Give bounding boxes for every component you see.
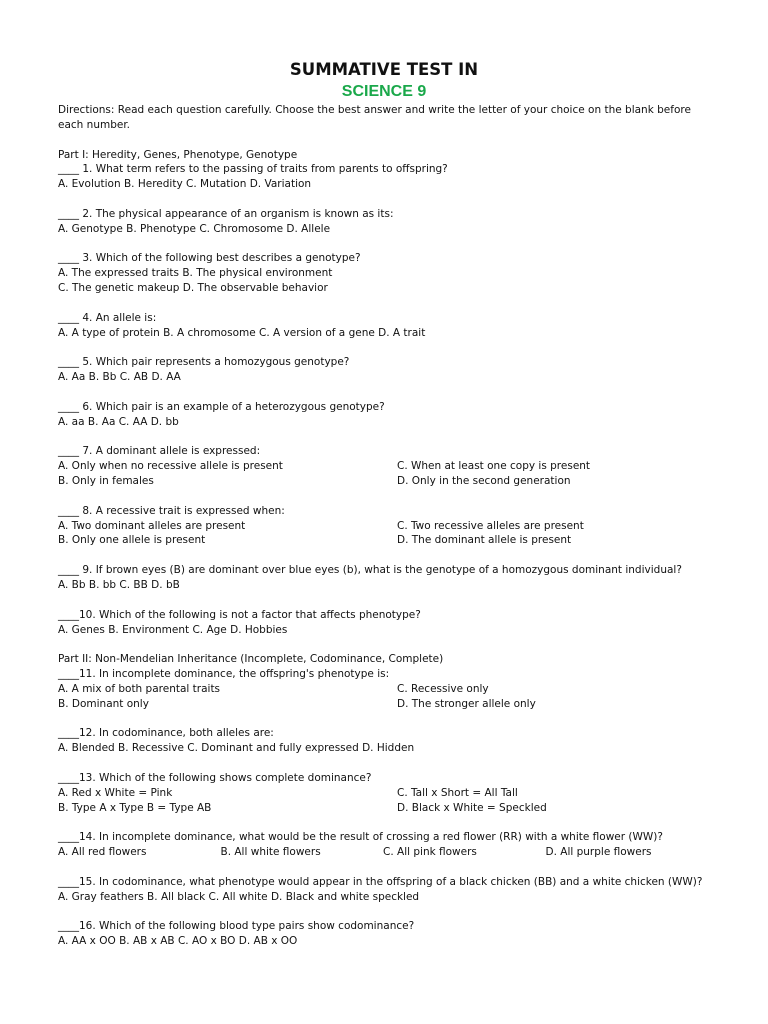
choices: A. Aa B. Bb C. AB D. AA	[58, 371, 181, 384]
choice: B. All white flowers	[220, 846, 321, 859]
choices-row	[58, 519, 708, 534]
choices-row	[58, 845, 708, 860]
question: ____ 6. Which pair is an example of a heterozygous genotype?	[58, 400, 385, 413]
choice: A. Red x White = Pink	[58, 786, 173, 799]
choices: A. Genotype B. Phenotype C. Chromosome D. Allele	[58, 222, 331, 235]
choice: C. All pink flowers	[383, 846, 477, 859]
choice: D. Only in the second generation	[397, 475, 571, 488]
question: ____ 4. An allele is:	[58, 311, 157, 324]
choices-row	[58, 533, 708, 548]
choice: A. Two dominant alleles are present	[58, 519, 246, 532]
choices-row	[58, 459, 708, 474]
part-heading: Part I: Heredity, Genes, Phenotype, Genotype	[58, 148, 298, 161]
question: ____ 8. A recessive trait is expressed when:	[58, 504, 285, 517]
choices: C. The genetic makeup D. The observable behavior	[58, 282, 328, 295]
choices: A. A type of protein B. A chromosome C. A version of a gene D. A trait	[58, 326, 426, 339]
choices-row	[58, 474, 708, 489]
part-heading: Part II: Non-Mendelian Inheritance (Incomplete, Codominance, Complete)	[58, 653, 444, 666]
question: ____10. Which of the following is not a factor that affects phenotype?	[58, 608, 421, 621]
choices: A. Genes B. Environment C. Age D. Hobbies	[58, 623, 288, 636]
choice: B. Type A x Type B = Type AB	[58, 801, 212, 814]
question: ____ 7. A dominant allele is expressed:	[58, 445, 261, 458]
choice: C. Two recessive alleles are present	[397, 519, 584, 532]
choices: A. aa B. Aa C. AA D. bb	[58, 415, 179, 428]
question: ____12. In codominance, both alleles are:	[58, 727, 274, 740]
choices-row	[58, 682, 708, 697]
question: ____ 5. Which pair represents a homozygous genotype?	[58, 356, 350, 369]
choices: A. The expressed traits B. The physical environment	[58, 267, 333, 280]
directions: Directions: Read each question carefully. Choose the best answer and write the letter of your choice on the blank before each number.	[58, 104, 691, 131]
question: ____11. In incomplete dominance, the offspring's phenotype is:	[58, 668, 390, 681]
question: ____ 1. What term refers to the passing of traits from parents to offspring?	[58, 163, 448, 176]
choice: A. A mix of both parental traits	[58, 682, 221, 695]
choices: A. Bb B. bb C. BB D. bB	[58, 579, 180, 591]
choices: A. Evolution B. Heredity C. Mutation D. Variation	[58, 178, 312, 191]
choices-row	[58, 786, 708, 801]
choices: A. AA x OO B. AB x AB C. AO x BO D. AB x OO	[58, 935, 298, 948]
question: ____13. Which of the following shows complete dominance?	[58, 771, 372, 784]
choice: D. All purple flowers	[545, 846, 652, 859]
choice: B. Only one allele is present	[58, 534, 206, 547]
choice: C. Tall x Short = All Tall	[397, 786, 518, 799]
choices-row	[58, 697, 708, 712]
test-content	[58, 103, 708, 949]
choices: A. Blended B. Recessive C. Dominant and fully expressed D. Hidden	[58, 742, 415, 755]
choice: A. All red flowers	[58, 846, 147, 859]
choices: A. Gray feathers B. All black C. All white D. Black and white speckled	[58, 890, 420, 903]
page-title: SUMMATIVE TEST IN	[289, 60, 479, 79]
choice: B. Only in females	[58, 475, 154, 488]
question: ____14. In incomplete dominance, what would be the result of crossing a red flower (RR) with a white flower (WW)?	[58, 831, 663, 844]
choice: A. Only when no recessive allele is present	[58, 460, 283, 473]
choice: D. The dominant allele is present	[397, 534, 572, 547]
question: ____16. Which of the following blood type pairs show codominance?	[58, 920, 415, 933]
choice: D. The stronger allele only	[397, 697, 536, 710]
question: ____ 2. The physical appearance of an organism is known as its:	[58, 207, 394, 220]
choice: C. When at least one copy is present	[397, 460, 591, 473]
question: ____15. In codominance, what phenotype would appear in the offspring of a black chicken (BB) and a white chicken (WW)?	[58, 875, 703, 888]
choice: C. Recessive only	[397, 682, 489, 695]
page-subtitle: SCIENCE 9	[341, 83, 427, 100]
choices-row	[58, 801, 708, 816]
question: ____ 9. If brown eyes (B) are dominant over blue eyes (b), what is the genotype of a homozygous dominant individual?	[58, 564, 682, 577]
question: ____ 3. Which of the following best describes a genotype?	[58, 252, 361, 265]
choice: D. Black x White = Speckled	[397, 801, 547, 814]
choice: B. Dominant only	[58, 697, 149, 710]
